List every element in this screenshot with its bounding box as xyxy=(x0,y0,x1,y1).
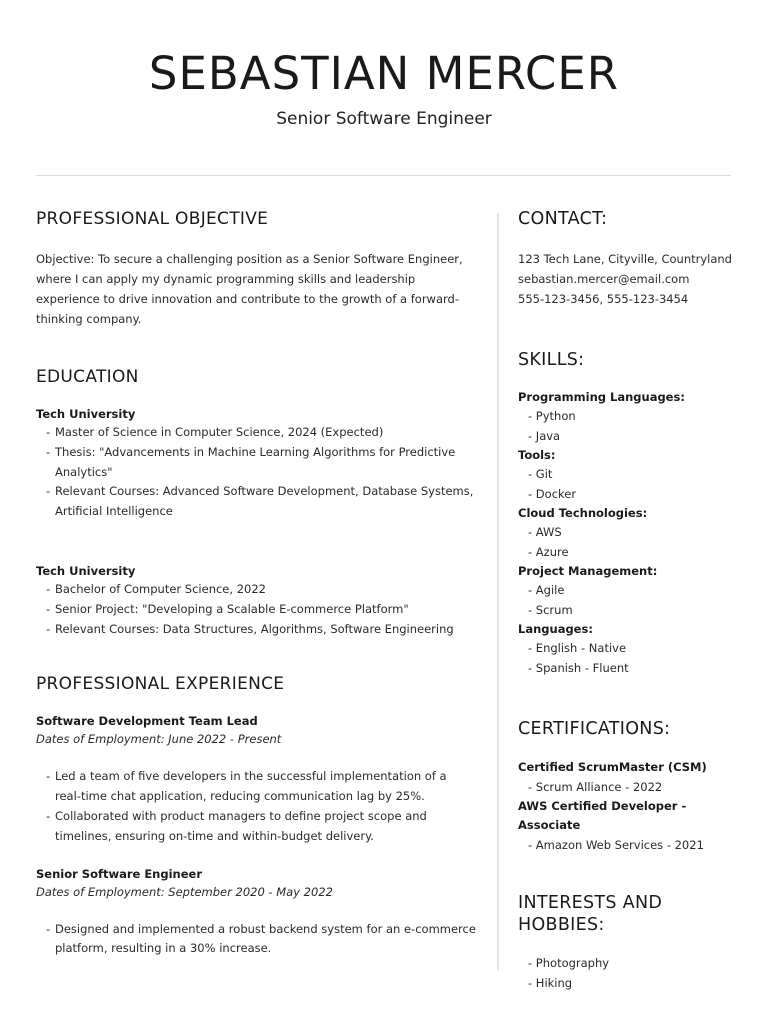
list-item: - English - Native xyxy=(528,641,627,655)
objective-text: Objective: To secure a challenging position as a Senior Software Engineer, where I can apply my dynamic programming skills and leadership experience to drive innovation and contribute to the growth of a forward-thinking company. xyxy=(36,252,463,326)
list-item: - Agile xyxy=(528,583,565,597)
job-duties xyxy=(36,920,476,960)
skill-group-name: Tools: xyxy=(518,448,556,462)
skill-list xyxy=(518,407,748,446)
list-item: - Designed and implemented a robust backend system for an e-commerce platform, resulting in a 30% increase. xyxy=(36,920,476,960)
objective-section xyxy=(36,208,476,329)
job-title: Senior Software Engineer xyxy=(36,866,203,881)
interest-item: - Photography xyxy=(528,956,610,970)
skill-group-name: Languages: xyxy=(518,622,593,636)
header-divider xyxy=(36,175,731,176)
list-item: - Azure xyxy=(528,544,569,559)
contact-phone: 555-123-3456, 555-123-3454 xyxy=(518,292,689,306)
education-details xyxy=(36,423,476,522)
interests-section xyxy=(518,892,748,993)
list-item: - Java xyxy=(528,428,561,443)
list-item: - Collaborated with product managers to define project scope and timelines, ensuring on-time and within-budget delivery. xyxy=(36,807,476,847)
education-section xyxy=(36,366,476,639)
list-item: - Bachelor of Computer Science, 2022 xyxy=(36,580,476,600)
list-item: - Scrum xyxy=(528,602,573,617)
education-details xyxy=(36,580,476,639)
job-duties xyxy=(36,767,476,846)
contact-details xyxy=(518,249,748,309)
list-item: - Git xyxy=(528,467,553,481)
main-column xyxy=(36,208,476,959)
job-dates: Dates of Employment: September 2020 - May 2022 xyxy=(36,884,333,899)
contact-address: 123 Tech Lane, Cityville, Countryland xyxy=(518,252,732,266)
list-item: - AWS xyxy=(528,525,562,539)
certification-name: Certified ScrumMaster (CSM) xyxy=(518,760,707,774)
candidate-name: SEBASTIAN MERCER xyxy=(148,47,620,100)
skill-group-name: Project Management: xyxy=(518,564,658,578)
skill-list xyxy=(518,523,748,562)
certification-detail: - Scrum Alliance - 2022 xyxy=(528,780,663,794)
contact-email: sebastian.mercer@email.com xyxy=(518,272,690,286)
job-title: Software Development Team Lead xyxy=(36,714,258,729)
skills-heading: SKILLS: xyxy=(518,350,585,370)
job-dates: Dates of Employment: June 2022 - Present xyxy=(36,732,282,747)
experience-heading: PROFESSIONAL EXPERIENCE xyxy=(36,674,285,695)
list-item: - Master of Science in Computer Science, 2024 (Expected) xyxy=(36,423,476,443)
sidebar-column xyxy=(518,208,748,993)
experience-section xyxy=(36,673,476,959)
skill-group-name: Cloud Technologies: xyxy=(518,506,648,520)
objective-heading: PROFESSIONAL OBJECTIVE xyxy=(36,209,269,229)
certifications-list xyxy=(518,758,748,855)
education-school: Tech University xyxy=(36,407,136,421)
job-entry xyxy=(36,712,476,846)
skill-list xyxy=(518,639,748,678)
education-school: Tech University xyxy=(36,563,136,578)
skill-list xyxy=(518,465,748,504)
skill-list xyxy=(518,581,748,620)
list-item: - Relevant Courses: Data Structures, Algorithms, Software Engineering xyxy=(36,620,476,640)
education-entry xyxy=(36,405,476,522)
list-item: - Thesis: "Advancements in Machine Learning Algorithms for Predictive Analytics" xyxy=(36,443,476,483)
list-item: - Senior Project: "Developing a Scalable E-commerce Platform" xyxy=(36,600,476,620)
interest-item: - Hiking xyxy=(528,976,573,990)
certifications-section xyxy=(518,718,748,855)
contact-heading: CONTACT: xyxy=(518,209,608,229)
certification-detail: - Amazon Web Services - 2021 xyxy=(528,838,704,852)
list-item: - Relevant Courses: Advanced Software Development, Database Systems, Artificial Intelligence xyxy=(36,482,476,522)
skill-group-name: Programming Languages: xyxy=(518,390,685,404)
candidate-title: Senior Software Engineer xyxy=(276,109,492,129)
column-divider xyxy=(497,213,499,970)
list-item: - Python xyxy=(528,409,576,423)
job-entry xyxy=(36,865,476,960)
list-item: - Docker xyxy=(528,486,577,501)
interests-list xyxy=(518,953,748,993)
list-item: - Led a team of five developers in the successful implementation of a real-time chat application, reducing communication lag by 25%. xyxy=(36,767,476,807)
list-item: - Spanish - Fluent xyxy=(528,660,629,675)
education-entry xyxy=(36,562,476,639)
skills-section xyxy=(518,349,748,678)
certification-name: AWS Certified Developer - Associate xyxy=(518,799,687,832)
education-heading: EDUCATION xyxy=(36,367,139,387)
contact-section xyxy=(518,208,748,309)
interests-heading: INTERESTS AND HOBBIES: xyxy=(518,893,663,935)
certifications-heading: CERTIFICATIONS: xyxy=(518,719,671,739)
skills-groups xyxy=(518,388,748,678)
